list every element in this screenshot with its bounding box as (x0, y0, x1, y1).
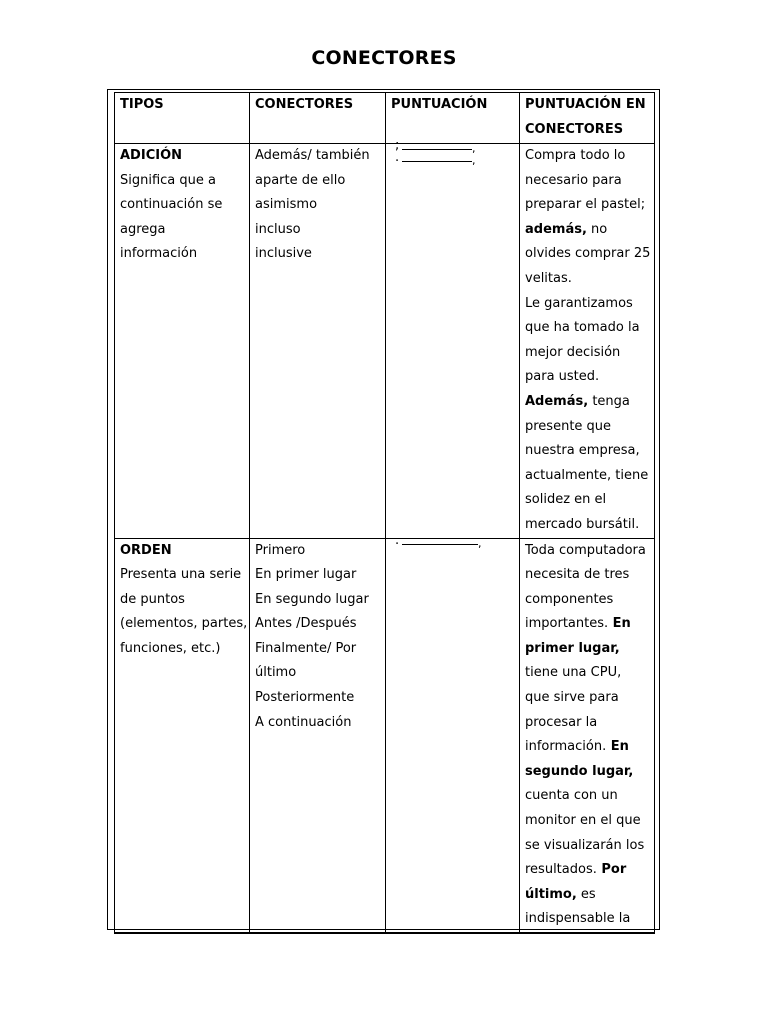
cell-tipo-adicion: ADICIÓN Significa que a continuación se agrega información (115, 144, 250, 539)
table-header-row (115, 93, 655, 144)
header-tipos: TIPOS (115, 93, 250, 144)
cell-ejemplo-orden: Toda computadora necesita de tres componentes importantes. En primer lugar, tiene una CPU, que sirve para procesar la información. En segundo lugar, cuenta con un monitor en el que se visualizarán los resultados. Por último, es indispensable la (520, 538, 655, 933)
tipo-label: ORDEN (120, 542, 172, 558)
cell-tipo-orden: ORDEN Presenta una serie de puntos (elementos, partes, funciones, etc.) (115, 538, 250, 933)
cell-puntuacion-orden (386, 532, 520, 933)
cell-puntuacion-adicion (386, 138, 520, 539)
table-row-adicion (115, 144, 655, 539)
cell-conectores-orden: Primero En primer lugar En segundo lugar Antes /Después Finalmente/ Por último Posteriormente A continuación (250, 538, 386, 933)
header-puntuacion: PUNTUACIÓN (386, 93, 520, 144)
tipo-label: ADICIÓN (120, 148, 182, 163)
header-puntuacion-en-conectores: PUNTUACIÓN EN CONECTORES (520, 93, 655, 144)
punctuation-pattern: . , (395, 532, 482, 550)
cell-conectores-adicion: Además/ también aparte de ello asimismo incluso inclusive (250, 144, 386, 539)
header-conectores: CONECTORES (250, 93, 386, 144)
cell-ejemplo-adicion: Compra todo lo necesario para preparar el pastel; además, no olvides comprar 25 velitas. Le garantizamos que ha tomado la mejor decisión para usted. Además, tenga presente que nuestra empresa, actualmente, tiene solidez en el mercado bursátil. (520, 144, 655, 539)
punctuation-pattern: ; , . , (395, 138, 476, 167)
table-row-orden (115, 538, 655, 933)
page-title: CONECTORES (311, 47, 457, 69)
connectors-table (114, 92, 655, 934)
